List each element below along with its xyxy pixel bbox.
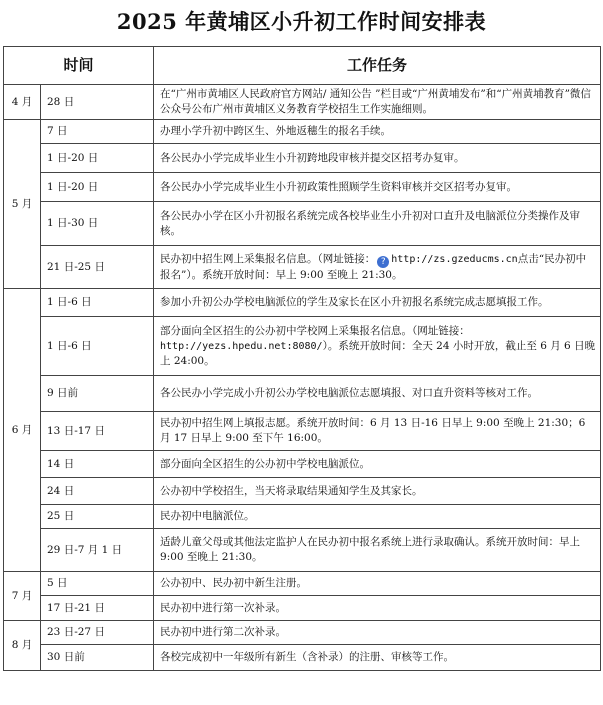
task-cell: 部分面向全区招生的公办初中学校电脑派位。 [154,451,601,478]
date-cell: 9 日前 [41,376,154,412]
table-row [4,478,601,505]
table-row [4,120,601,144]
table-row [4,144,601,173]
table-row [4,246,601,289]
table-row [4,317,601,376]
table-row [4,85,601,120]
date-cell: 1 日-6 日 [41,317,154,376]
table-header-row [4,47,601,85]
task-cell: 各公民办小学完成毕业生小升初跨地段审核并提交区招考办复审。 [154,144,601,173]
month-cell: 7 月 [4,572,41,621]
task-cell: 民办初中进行第二次补录。 [154,621,601,645]
task-cell: 各公民办小学完成小升初公办学校电脑派位志愿填报、对口直升资料等核对工作。 [154,376,601,412]
table-row [4,202,601,246]
link-icon: ? [377,256,389,268]
date-cell: 13 日-17 日 [41,412,154,451]
table-row [4,451,601,478]
month-cell: 6 月 [4,289,41,572]
date-cell: 21 日-25 日 [41,246,154,289]
table-row [4,412,601,451]
task-text: 部分面向全区招生的公办初中学校网上采集报名信息。（网址链接： [160,324,470,337]
date-cell: 23 日-27 日 [41,621,154,645]
table-row [4,621,601,645]
task-text: 民办初中招生网上采集报名信息。（网址链接： [160,252,376,265]
month-cell: 5 月 [4,120,41,289]
task-cell: 公办初中、民办初中新生注册。 [154,572,601,596]
date-cell: 1 日-30 日 [41,202,154,246]
task-cell: 公办初中学校招生，当天将录取结果通知学生及其家长。 [154,478,601,505]
table-row [4,645,601,671]
table-row [4,376,601,412]
task-cell [154,246,601,289]
schedule-table [3,46,601,671]
header-task: 工作任务 [154,47,601,85]
date-cell: 28 日 [41,85,154,120]
task-cell: 各公民办小学在区小升初报名系统完成各校毕业生小升初对口直升及电脑派位分类操作及审核。 [154,202,601,246]
task-cell: 民办初中招生网上填报志愿。系统开放时间：6 月 13 日-16 日早上 9:00 至晚上 21:30；6 月 17 日早上 9:00 至下午 16:00。 [154,412,601,451]
month-cell: 4 月 [4,85,41,120]
date-cell: 1 日-20 日 [41,144,154,173]
table-row [4,529,601,572]
date-cell: 17 日-21 日 [41,596,154,621]
date-cell: 7 日 [41,120,154,144]
task-cell: 适龄儿童父母或其他法定监护人在民办初中报名系统上进行录取确认。系统开放时间：早上 9:00 至晚上 21:30。 [154,529,601,572]
task-cell: 各公民办小学完成毕业生小升初政策性照顾学生资料审核并交区招考办复审。 [154,173,601,202]
date-cell: 30 日前 [41,645,154,671]
task-cell: 办理小学升初中跨区生、外地返穗生的报名手续。 [154,120,601,144]
table-row [4,505,601,529]
date-cell: 1 日-20 日 [41,173,154,202]
task-cell: 在“广州市黄埔区人民政府官方网站/ 通知公告 ”栏目或“广州黄埔发布”和“广州黄埔教育”微信公众号公布广州市黄埔区义务教育学校招生工作实施细则。 [154,85,601,120]
date-cell: 1 日-6 日 [41,289,154,317]
task-cell [154,317,601,376]
task-cell: 参加小升初公办学校电脑派位的学生及家长在区小升初报名系统完成志愿填报工作。 [154,289,601,317]
date-cell: 5 日 [41,572,154,596]
task-text: 点击“民办初中报名”）。系统开放时间：早上 9:00 至晚上 21:30。 [160,252,587,281]
task-cell: 民办初中进行第一次补录。 [154,596,601,621]
table-row [4,173,601,202]
task-cell: 民办初中电脑派位。 [154,505,601,529]
date-cell: 25 日 [41,505,154,529]
table-row [4,289,601,317]
table-row [4,596,601,621]
date-cell: 29 日-7 月 1 日 [41,529,154,572]
page-title: 2025 年黄埔区小升初工作时间安排表 [116,9,487,34]
date-cell: 24 日 [41,478,154,505]
month-cell: 8 月 [4,621,41,671]
registration-link[interactable]: http://zs.gzeducms.cn [391,253,518,265]
header-time: 时间 [4,47,154,85]
registration-link[interactable]: http://yezs.hpedu.net:8080/ [160,340,323,352]
task-cell: 各校完成初中一年级所有新生（含补录）的注册、审核等工作。 [154,645,601,671]
date-cell: 14 日 [41,451,154,478]
table-row [4,572,601,596]
task-text: ）。系统开放时间：全天 24 小时开放，截止至 6 月 6 日晚上 24:00。 [160,339,596,367]
